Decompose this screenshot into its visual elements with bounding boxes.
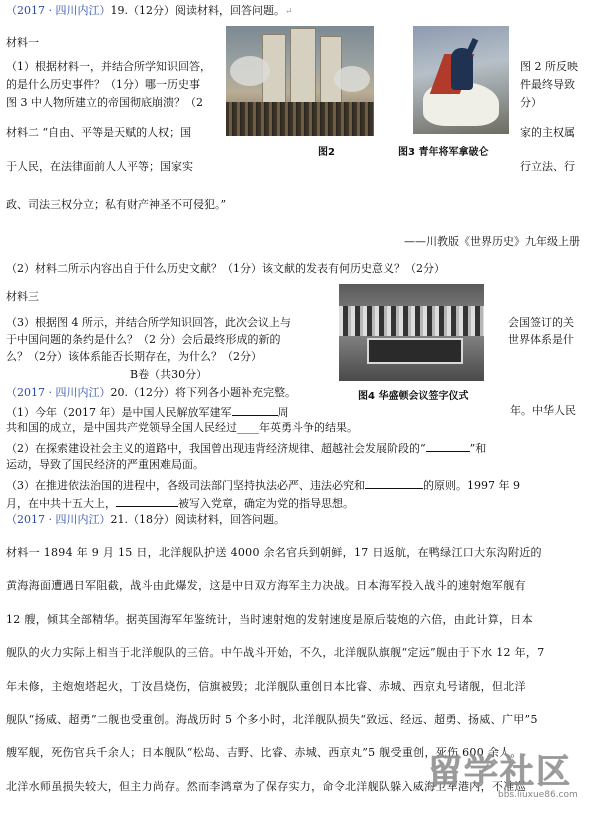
q20-line4: 运动，导致了国民经济的严重困难局面。 [6, 458, 204, 471]
storming-of-bastille-image [226, 26, 374, 136]
q21-paragraph-line: 舰队的火力实际上相当于北洋舰队的三倍。中午战斗开始，不久，北洋舰队旗舰“定远”舰由于下水 12 年，7 [6, 646, 545, 659]
figure-4-caption: 图4 华盛顿会议签字仪式 [358, 391, 469, 402]
q19-part2: （2）材料二所示内容出自于什么历史文献？（1分）该文献的发表有何历史意义？（2分） [6, 262, 445, 275]
q21-title: 21.（18分）阅读材料，回答问题。 [110, 513, 285, 526]
material-2-line1-right: 家的主权属 [520, 126, 575, 139]
figure-3-caption: 图3 青年将军拿破仑 [398, 147, 489, 158]
material-1-label: 材料一 [6, 36, 39, 49]
q20-line1-unit: 周 [277, 406, 289, 419]
site-watermark [428, 752, 606, 798]
q19-part3-line1: （3）根据图 4 所示，并结合所学知识回答，此次会议上与 [6, 316, 291, 329]
material-2-line3: 政、司法三权分立；私有财产神圣不可侵犯。” [6, 198, 227, 211]
q20-line6 [6, 495, 354, 511]
q20-header [6, 386, 296, 400]
q19-part3-line2-right: 世界体系是什 [508, 333, 574, 346]
figure-2-caption: 图2 [318, 147, 335, 158]
napoleon-portrait-image [413, 26, 509, 134]
q19-part3-line1-right: 会国签订的关 [508, 316, 574, 329]
q19-part3-line2: 于中国问题的条约是什么？（2 分）会后最终形成的新的 [6, 333, 281, 346]
q21-paragraph-line: 舰队“扬威、超勇”二舰也受重创。海战历时 5 个多小时，北洋舰队损失“致远、经远、超勇、扬威、广甲”5 [6, 713, 538, 726]
q20-line5-end: 的原则。1997 年 9 [423, 479, 520, 492]
q19-part1-line2-right: 件最终导致 [520, 78, 575, 91]
q20-line6-end: 被写入党章，确定为党的指导思想。 [178, 497, 354, 510]
q19-source-tag: （2017 · 四川内江） [6, 4, 111, 17]
material-2-line2-right: 行立法、行 [520, 160, 575, 173]
material-2-line1: 材料二 “自由、平等是天赋的人权；国 [6, 126, 192, 139]
q20-line5-text: （3）在推进依法治国的进程中，各级司法部门坚持执法必严、违法必究和 [6, 479, 365, 492]
q21-paragraph-line: 12 艘，倾其全部精华。据英国海军年鉴统计，当时速射炮的发射速度是原后装炮的六倍，由此计算，日本 [6, 613, 533, 626]
volume-b-heading: B卷（共30分） [130, 368, 208, 381]
material-2-line2: 于人民，在法律面前人人平等；国家实 [6, 160, 193, 173]
washington-conference-image [339, 284, 484, 381]
q19-part1-line2: 的是什么历史事件？（1分）哪一历史事 [6, 78, 200, 91]
watermark-text: 留学社区 [428, 752, 572, 792]
q21-paragraph-line: 黄海海面遭遇日军阻截，战斗由此爆发，这是中日双方海军主力决战。日本海军投入战斗的速射炮军舰有 [6, 579, 526, 592]
q19-title: 19.（12分）阅读材料，回答问题。 [110, 4, 285, 17]
q19-header [6, 4, 293, 19]
q19-part1-line1: （1）根据材料一，并结合所学知识回答， [6, 60, 211, 73]
blank-field [426, 440, 470, 452]
q21-paragraph-line: 北洋水师虽损失较大，但主力尚存。然而李鸿章为了保存实力，命令北洋舰队躲入威海卫军港内，不准巡 [6, 780, 526, 793]
q21-header [6, 513, 285, 527]
q20-line3-end: ”和 [469, 442, 487, 455]
q20-source-tag: （2017 · 四川内江） [6, 386, 111, 399]
q20-line1-text: （1）今年（2017 年）是中国人民解放军建军 [6, 406, 232, 419]
q19-part1-line3-right: 分） [520, 96, 542, 109]
blank-field [232, 404, 278, 416]
material-2-source: ——川教版《世界历史》九年级上册 [404, 235, 580, 248]
q20-title: 20.（12分）将下列各小题补充完整。 [110, 386, 296, 399]
paragraph-mark-icon: ↵ [284, 7, 293, 17]
blank-field [116, 495, 178, 507]
q21-paragraph-line: 年未修，主炮炮塔起火，丁汝昌烧伤，信旗被毁；北洋舰队重创日本比睿、赤城、西京丸号诸舰，但北洋 [6, 680, 526, 693]
q20-line1 [6, 404, 289, 420]
q20-line1-right: 年。中华人民 [510, 404, 576, 417]
watermark-url: bbs.liuxue86.com [498, 790, 578, 800]
q21-source-tag: （2017 · 四川内江） [6, 513, 111, 526]
q21-paragraph-line: 艘军舰，死伤官兵千余人；日本舰队“松岛、吉野、比睿、赤城、西京丸”5 舰受重创，死伤 600 余人。 [6, 746, 522, 759]
q19-part1-line3: 图 3 中人物所建立的帝国彻底崩溃？（2 [6, 96, 203, 109]
q19-part3-line3: 么？（2分）该体系能否长期存在，为什么？（2分） [6, 350, 262, 363]
q21-paragraph-line: 材料一 1894 年 9 月 15 日，北洋舰队护送 4000 余名官兵到朝鲜，17 日返航，在鸭绿江口大东沟附近的 [6, 546, 542, 559]
material-3-label: 材料三 [6, 290, 39, 303]
q20-line5 [6, 477, 520, 493]
q20-line6-text: 月，在中共十五大上， [6, 497, 116, 510]
blank-field [365, 477, 423, 489]
q20-line3-text: （2）在探索建设社会主义的道路中，我国曾出现违背经济规律、超越社会发展阶段的“ [6, 442, 426, 455]
q19-part1-line1-right: 图 2 所反映 [520, 60, 578, 73]
q20-line3 [6, 440, 486, 456]
q20-line2: 共和国的成立，是中国共产党领导全国人民经过____年英勇斗争的结果。 [6, 421, 358, 434]
